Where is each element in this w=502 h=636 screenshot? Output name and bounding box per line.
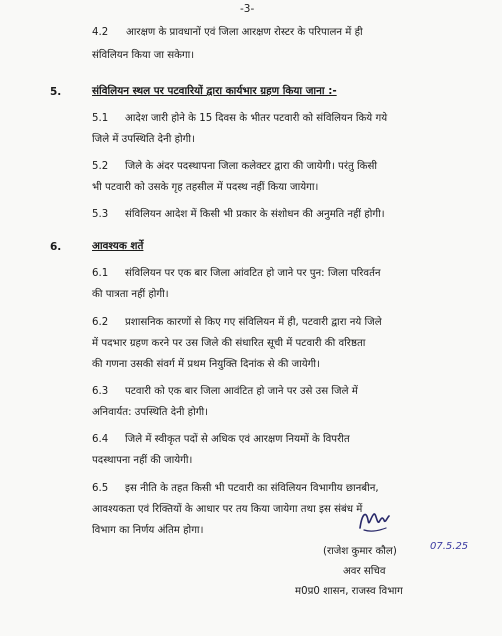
item-6-2-line-1: प्रशासनिक कारणों से किए गए संविलियन में ही, पटवारी द्वारा नये जिले — [125, 317, 382, 328]
item-6-3-line-1: पटवारी को एक बार जिला आवंटित हो जाने पर उसे उस जिले में — [125, 386, 358, 397]
item-4-2-line-2: संविलियन किया जा सकेगा। — [92, 50, 195, 61]
item-5-2-line-1: जिले के अंदर पदस्थापना जिला कलेक्टर द्वारा की जायेगी। परंतु किसी — [125, 161, 378, 172]
section-5-heading: संविलियन स्थल पर पटवारियों द्वारा कार्यभार ग्रहण किया जाना :- — [92, 85, 337, 97]
item-5-2-number: 5.2 — [92, 161, 109, 172]
item-6-5-number: 6.5 — [92, 483, 109, 494]
item-6-2-number: 6.2 — [92, 317, 109, 328]
handwritten-date: 07.5.25 — [430, 541, 469, 552]
item-5-1-line-1: आदेश जारी होने के 15 दिवस के भीतर पटवारी को संविलियन किये गये — [125, 113, 388, 124]
item-6-1-number: 6.1 — [92, 268, 109, 279]
item-6-4-number: 6.4 — [92, 434, 109, 445]
item-6-2-line-2: में पदभार ग्रहण करने पर उस जिले की संधारित सूची में पटवारी की वरिष्ठता — [92, 338, 366, 349]
item-6-2-line-3: की गणना उसकी संवर्ग में प्रथम नियुक्ति दिनांक से की जायेगी। — [92, 359, 320, 370]
section-6-heading: आवश्यक शर्ते — [92, 240, 144, 252]
item-5-3-line-1: संविलियन आदेश में किसी भी प्रकार के संशोधन की अनुमति नहीं होगी। — [125, 209, 385, 220]
item-5-1-line-2: जिले में उपस्थिति देनी होगी। — [92, 134, 195, 145]
item-6-3-line-2: अनिवार्यत: उपस्थिति देनी होगी। — [92, 407, 208, 418]
item-6-1-line-1: संविलियन पर एक बार जिला आंवटित हो जाने पर पुन: जिला परिवर्तन — [125, 268, 381, 279]
item-6-4-line-2: पदस्थापना नहीं की जायेगी। — [92, 455, 193, 466]
item-6-3-number: 6.3 — [92, 386, 109, 397]
item-5-1-number: 5.1 — [92, 113, 109, 124]
signatory-designation: अवर सचिव — [343, 566, 386, 577]
item-6-5-line-3: विभाग का निर्णय अंतिम होगा। — [92, 525, 204, 536]
item-6-5-line-1: इस नीति के तहत किसी भी पटवारी का संविलियन विभागीय छानबीन, — [125, 483, 379, 494]
item-5-3-number: 5.3 — [92, 209, 109, 220]
handwritten-signature — [356, 506, 392, 536]
item-5-2-line-2: भी पटवारी को उसके गृह तहसील में पदस्थ नहीं किया जायेगा। — [92, 182, 319, 193]
item-6-5-line-2: आवश्यकता एवं रिक्तियों के आधार पर तय किया जायेगा तथा इस संबंध में — [92, 504, 363, 515]
item-6-4-line-1: जिले में स्वीकृत पदों से अधिक एवं आरक्षण नियमों के विपरीत — [125, 434, 350, 445]
item-6-1-line-2: की पात्रता नहीं होगी। — [92, 289, 169, 300]
page-number: -3- — [240, 3, 255, 15]
section-5-number: 5. — [50, 86, 62, 98]
item-4-2-line-1: आरक्षण के प्रावधानों एवं जिला आरक्षण रोस्टर के परिपालन में ही — [126, 27, 363, 38]
item-4-2-number: 4.2 — [92, 27, 109, 38]
signatory-department: म0प्र0 शासन, राजस्व विभाग — [295, 586, 403, 597]
section-6-number: 6. — [50, 241, 62, 253]
signatory-name: (राजेश कुमार कौल) — [323, 546, 397, 557]
